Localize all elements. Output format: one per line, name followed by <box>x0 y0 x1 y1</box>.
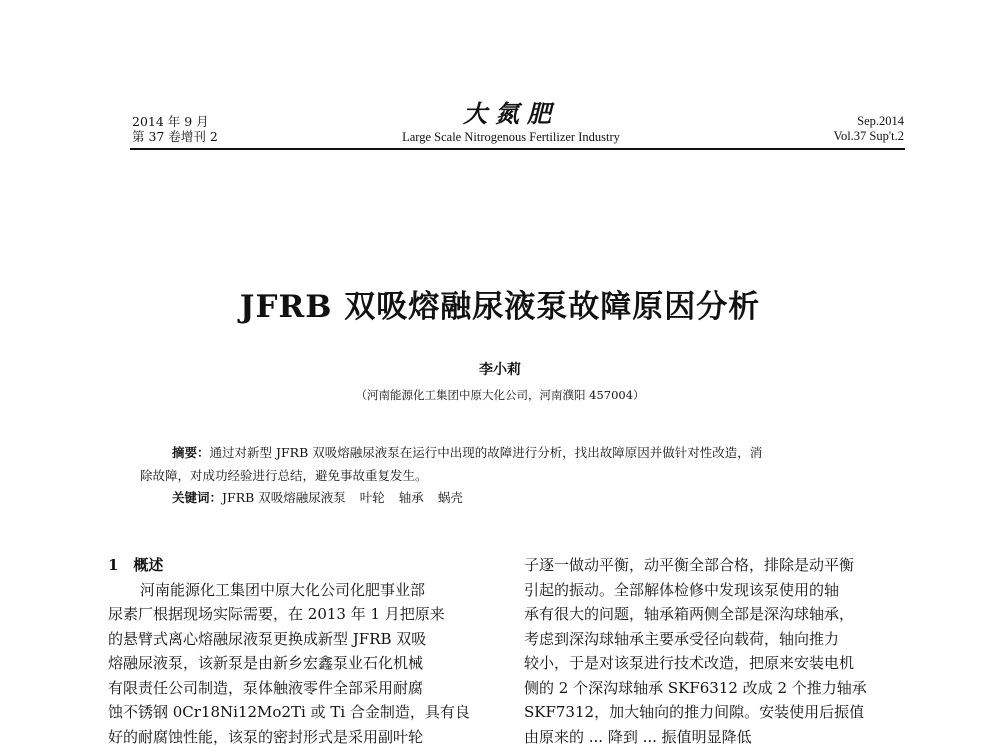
body-column-right <box>524 553 908 749</box>
abstract <box>140 441 900 487</box>
body-line: 尿素厂根据现场实际需要，在 2013 年 1 月把原来 <box>108 605 445 623</box>
header-volume-cn: 第 37 卷增刊 2 <box>132 129 218 144</box>
paper-author: 李小莉 <box>479 362 521 378</box>
paper-title: JFRB 双吸熔融尿液泵故障原因分析 <box>239 289 761 325</box>
body-line: 好的耐腐蚀性能，该泵的密封形式是采用副叶轮 <box>108 727 424 746</box>
journal-name-en: Large Scale Nitrogenous Fertilizer Industry <box>402 130 620 144</box>
keyword-4: 蜗壳 <box>437 490 463 505</box>
abstract-text-1: 通过对新型 JFRB 双吸熔融尿液泵在运行中出现的故障进行分析，找出故障原因并做针对性改造，消 <box>209 445 763 460</box>
body-line: 由原来的 ... 降到 ... 振值明显降低 <box>524 727 752 746</box>
body-line: SKF7312，加大轴向的推力间隙。安装使用后振值 <box>524 703 865 721</box>
body-line: 河南能源化工集团中原大化公司化肥事业部 <box>140 580 426 599</box>
keyword-2: 叶轮 <box>359 490 385 505</box>
header-issue-date <box>132 114 218 144</box>
section-heading: 1 概述 <box>108 556 164 574</box>
abstract-label: 摘要： <box>172 445 210 460</box>
journal-masthead <box>380 100 642 145</box>
header-date-en: Sep.2014 <box>857 114 904 128</box>
journal-logo: 大氮肥 <box>463 99 559 128</box>
body-line: 考虑到深沟球轴承主要承受径向载荷，轴向推力 <box>524 629 840 648</box>
keywords <box>172 486 477 509</box>
body-line: 侧的 2 个深沟球轴承 SKF6312 改成 2 个推力轴承 <box>524 678 867 697</box>
body-line: 蚀不锈钢 0Cr18Ni12Mo2Ti 或 Ti 合金制造，具有良 <box>108 703 470 721</box>
abstract-line-1 <box>140 441 900 464</box>
header-volume-en: Vol.37 Sup't.2 <box>833 129 904 143</box>
body-line: 较小，于是对该泵进行技术改造，把原来安装电机 <box>524 654 855 672</box>
body-line: 的悬臂式离心熔融尿液泵更换成新型 JFRB 双吸 <box>108 629 427 648</box>
header-date-cn: 2014 年 9 月 <box>132 114 209 129</box>
abstract-line-2: 除故障，对成功经验进行总结，避免事故重复发生。 <box>140 468 428 483</box>
body-line: 子逐一做动平衡，动平衡全部合格，排除是动平衡 <box>524 556 855 574</box>
keyword-1: JFRB 双吸熔融尿液泵 <box>222 490 346 505</box>
body-line: 熔融尿液泵，该新泵是由新乡宏鑫泵业石化机械 <box>108 654 424 672</box>
body-line: 有限责任公司制造，泵体触液零件全部采用耐腐 <box>108 678 424 697</box>
keywords-label: 关键词： <box>172 490 223 505</box>
body-line: 承有很大的问题，轴承箱两侧全部是深沟球轴承， <box>524 605 855 623</box>
author-affiliation: （河南能源化工集团中原大化公司，河南濮阳 457004） <box>355 388 645 402</box>
header-rule <box>130 148 905 150</box>
keyword-3: 轴承 <box>398 490 424 505</box>
body-line: 引起的振动。全部解体检修中发现该泵使用的轴 <box>524 580 840 599</box>
header-issue-en <box>834 114 904 144</box>
body-column-left <box>108 553 492 749</box>
